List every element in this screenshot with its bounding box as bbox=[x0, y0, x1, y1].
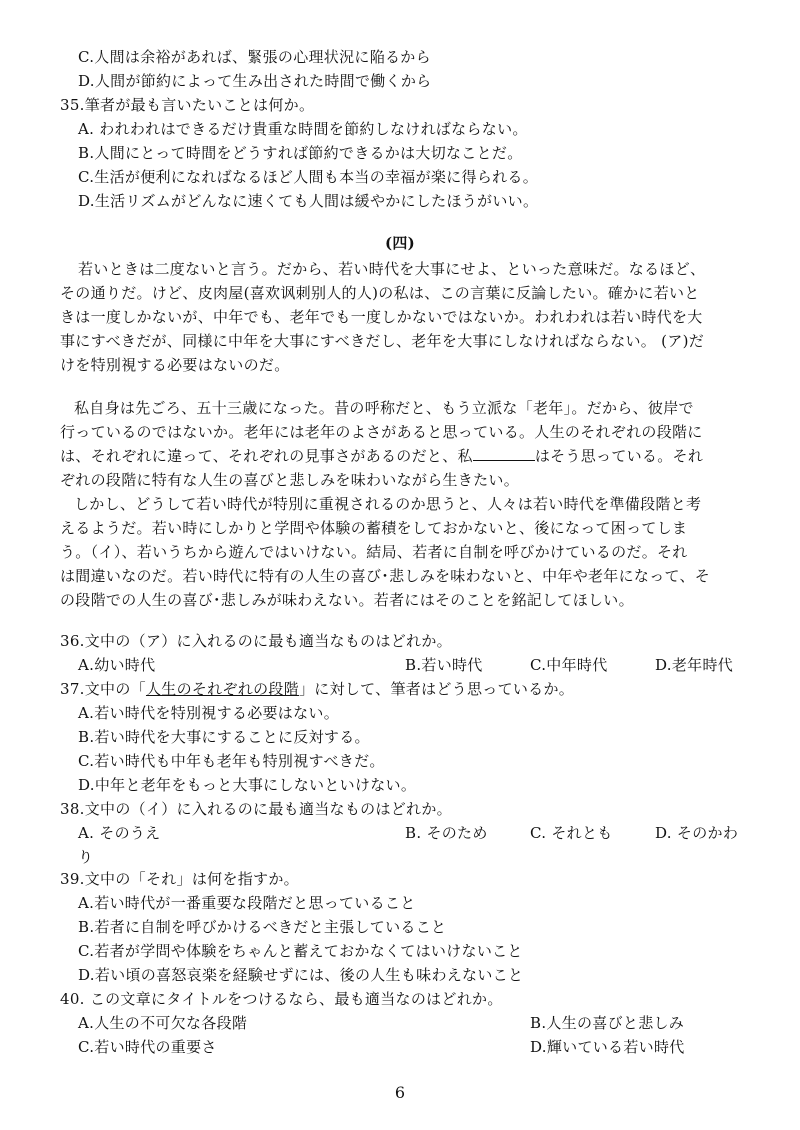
q37-stem-underlined: 人生のそれぞれの段階 bbox=[145, 680, 299, 698]
q38-option-d-wrap: り bbox=[78, 848, 94, 866]
q37-stem-post: 」に対して、筆者はどう思っているか。 bbox=[298, 680, 575, 698]
q37-option-c: C.若い時代も中年も老年も特別視すべきだ。 bbox=[78, 752, 385, 770]
prev-option-d: D.人間が節約によって生み出された時間で働くから bbox=[78, 72, 432, 90]
passage-p1-line-1: 若いときは二度ないと言う。だから、若い時代を大事にせよ、といった意味だ。なるほど、 bbox=[78, 260, 706, 278]
passage-p2-line-2: 行っているのではないか。老年には老年のよさがあると思っている。人生のそれぞれの段階に bbox=[60, 423, 703, 441]
passage-p1-line-4: 事にすべきだが、同様に中年を大事にすべきだし、老年を大事にしなければならない。 (ア)だ bbox=[60, 332, 705, 350]
section-title: (四) bbox=[384, 234, 416, 252]
q36-stem: 36.文中の（ア）に入れるのに最も適当なものはどれか。 bbox=[60, 632, 452, 650]
passage-p2-line-4: ぞれの段階に特有な人生の喜びと悲しみを味わいながら生きたい。 bbox=[60, 471, 520, 489]
q39-option-d: D.若い頃の喜怒哀楽を経験せずには、後の人生も味わえないこと bbox=[78, 966, 524, 984]
q35-option-c: C.生活が便利になればなるほど人間も本当の幸福が楽に得られる。 bbox=[78, 168, 539, 186]
passage-p2-line-3-post: はそう思っている。それ bbox=[534, 447, 704, 465]
q38-option-b: B. そのため bbox=[405, 824, 488, 842]
q40-option-d: D.輝いている若い時代 bbox=[530, 1038, 685, 1056]
passage-p3-line-2: えるようだ。若い時にしかりと学問や体験の蓄積をしておかないと、後になって困ってしま bbox=[60, 519, 688, 537]
q38-stem: 38.文中の（イ）に入れるのに最も適当なものはどれか。 bbox=[60, 800, 452, 818]
q37-stem bbox=[60, 678, 574, 700]
prev-option-c: C.人間は余裕があれば、緊張の心理状況に陥るから bbox=[78, 48, 431, 66]
q40-stem: 40. この文章にタイトルをつけるなら、最も適当なのはどれか。 bbox=[60, 990, 503, 1008]
q36-option-b: B.若い時代 bbox=[405, 656, 483, 674]
q37-option-b: B.若い時代を大事にすることに反対する。 bbox=[78, 728, 370, 746]
passage-p3-line-3: う。（イ）、若いうちから遊んではいけない。結局、若者に自制を呼びかけているのだ。それ bbox=[60, 543, 688, 561]
q37-option-d: D.中年と老年をもっと大事にしないといけない。 bbox=[78, 776, 417, 794]
q37-option-a: A.若い時代を特別視する必要はない。 bbox=[78, 704, 340, 722]
q37-stem-pre: 37.文中の「 bbox=[60, 680, 146, 698]
passage-p2-line-3-pre: は、それぞれに違って、それぞれの見事さがあるのだと、私 bbox=[60, 447, 473, 465]
passage-p2-line-3 bbox=[60, 445, 703, 467]
q36-option-a: A.幼い時代 bbox=[78, 656, 156, 674]
q39-option-c: C.若者が学問や体験をちゃんと蓄えておかなくてはいけないこと bbox=[78, 942, 523, 960]
q36-option-c: C.中年時代 bbox=[530, 656, 608, 674]
q40-option-b: B.人生の喜びと悲しみ bbox=[530, 1014, 685, 1032]
passage-p1-line-2: その通りだ。けど、皮肉屋(喜欢讽刺别人的人)の私は、この言葉に反論したい。確かに若いと bbox=[60, 284, 700, 302]
q40-option-a: A.人生の不可欠な各段階 bbox=[78, 1014, 248, 1032]
q35-option-b: B.人間にとって時間をどうすれば節約できるかは大切なことだ。 bbox=[78, 144, 523, 162]
q35-option-d: D.生活リズムがどんなに速くても人間は緩やかにしたほうがいい。 bbox=[78, 192, 539, 210]
passage-p3-line-1: しかし、どうして若い時代が特別に重視されるのか思うと、人々は若い時代を準備段階と考 bbox=[74, 495, 702, 513]
q39-option-b: B.若者に自制を呼びかけるべきだと主張していること bbox=[78, 918, 447, 936]
q39-stem: 39.文中の「それ」は何を指すか。 bbox=[60, 870, 299, 888]
page-number: 6 bbox=[394, 1083, 406, 1102]
q36-option-d: D.老年時代 bbox=[655, 656, 734, 674]
q39-option-a: A.若い時代が一番重要な段階だと思っていること bbox=[78, 894, 416, 912]
q35-option-a: A. われわれはできるだけ貴重な時間を節約しなければならない。 bbox=[78, 120, 528, 138]
q38-option-c: C. それとも bbox=[530, 824, 613, 842]
q38-option-a: A. そのうえ bbox=[78, 824, 161, 842]
q40-option-c: C.若い時代の重要さ bbox=[78, 1038, 217, 1056]
passage-p3-line-5: の段階での人生の喜び･悲しみが味わえない。若者にはそのことを銘記してほしい。 bbox=[60, 591, 634, 609]
q35-stem: 35.筆者が最も言いたいことは何か。 bbox=[60, 96, 315, 114]
passage-p3-line-4: は間違いなのだ。若い時代に特有の人生の喜び･悲しみを味わないと、中年や老年になって、そ bbox=[60, 567, 711, 585]
passage-p1-line-5: けを特別視する必要はないのだ。 bbox=[60, 356, 290, 374]
q38-option-d: D. そのかわ bbox=[655, 824, 739, 842]
answer-blank bbox=[473, 446, 535, 461]
passage-p2-line-1: 私自身は先ごろ、五十三歳になった。昔の呼称だと、もう立派な「老年」。だから、彼岸で bbox=[74, 399, 694, 417]
passage-p1-line-3: きは一度しかないが、中年でも、老年でも一度しかないではないか。われわれは若い時代を大 bbox=[60, 308, 703, 326]
